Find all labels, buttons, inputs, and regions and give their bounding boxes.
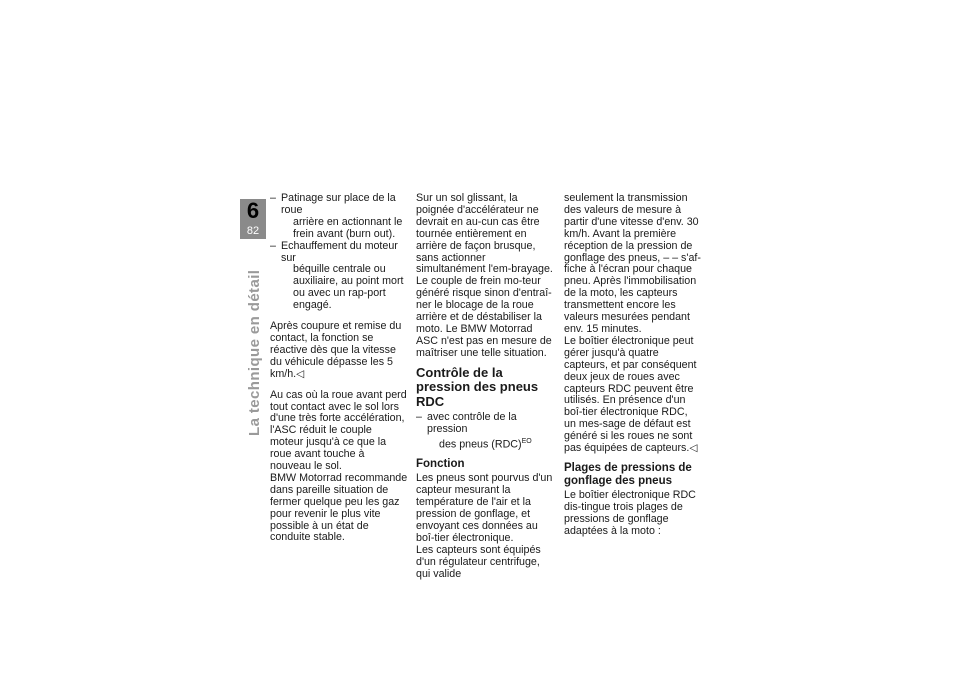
list-item: – avec contrôle de la pression des pneus (RDC)$^{EO}$ [416, 411, 532, 451]
paragraph: Le boîtier électronique peut gérer jusqu'à quatre capteurs, et par conséquent deux jeux de roues avec capteurs RDC peuvent être utilisés. En présence d'un boî-tier électronique RDC, un mes-sage de défaut est généré si les roues ne sont pas équipées de capteurs.◁ [564, 334, 698, 455]
paragraph: BMW Motorrad recommande dans pareille situation de fermer quelque peu les gaz pour revenir le plus vite possible à un état de conduite stable. [270, 471, 408, 544]
column-3 [564, 193, 702, 538]
chapter-tab [240, 199, 266, 239]
dash-bullet: – [270, 239, 276, 252]
chapter-number: 6 [246, 198, 260, 223]
dash-bullet: – [270, 192, 276, 204]
paragraph: seulement la transmission des valeurs de mesure à partir d'une vitesse d'env. 30 km/h. Avant la première réception de la pression de gonflage des pneus, – – s'af-fiche à l'écran pour chaque pneu. Après l'immobilisation de la moto, les capteurs transmettent encore les valeurs mesurées pendant env. 15 minutes. [564, 192, 701, 335]
subsection-heading: Fonction [416, 458, 465, 471]
dash-bullet: – [416, 411, 422, 424]
list-item: – Patinage sur place de la roue arrière en actionnant le frein avant (burn out). [270, 192, 403, 240]
paragraph: Sur un sol glissant, la poignée d'accélérateur ne devrait en au-cun cas être tournée entièrement en arrière de façon brusque, sans actionner simultanément l'em-brayage. Le couple de frein mo-teur généré risque sinon d'entraî-ner le blocage de la roue arrière et de déstabiliser la moto. Le BMW Motorrad ASC n'est pas en mesure de maîtriser une telle situation. [416, 192, 553, 359]
paragraph: Le boîtier électronique RDC dis-tingue trois plages de pressions de gonflage adaptées à la moto : [564, 488, 696, 537]
section-side-title: La technique en détail [246, 269, 263, 436]
option-marker: EO [521, 438, 532, 445]
column-1 [270, 193, 408, 544]
paragraph: Les pneus sont pourvus d'un capteur mesurant la température de l'air et la pression de gonflage, et envoyant ces données au boî-tier électronique. [416, 472, 553, 544]
subsection-heading: Plages de pressions de gonflage des pneus [564, 461, 692, 487]
page-number: 82 [246, 225, 260, 237]
paragraph: Après coupure et remise du contact, la fonction se réactive dès que la vitesse du véhicule dépasse les 5 km/h.◁ [270, 320, 402, 380]
column-2 [416, 193, 554, 581]
paragraph: Au cas où la roue avant perd tout contact avec le sol lors d'une très forte accélération, l'ASC réduit le couple moteur jusqu'à ce que la roue avant touche à nouveau le sol. [270, 388, 407, 473]
paragraph: Les capteurs sont équipés d'un régulateur centrifuge, qui valide [416, 543, 541, 580]
list-item: – Echauffement du moteur sur béquille centrale ou auxiliaire, au point mort ou avec un rap-port engagé. [270, 239, 404, 312]
section-heading: Contrôle de la pression des pneus RDC [416, 364, 539, 409]
